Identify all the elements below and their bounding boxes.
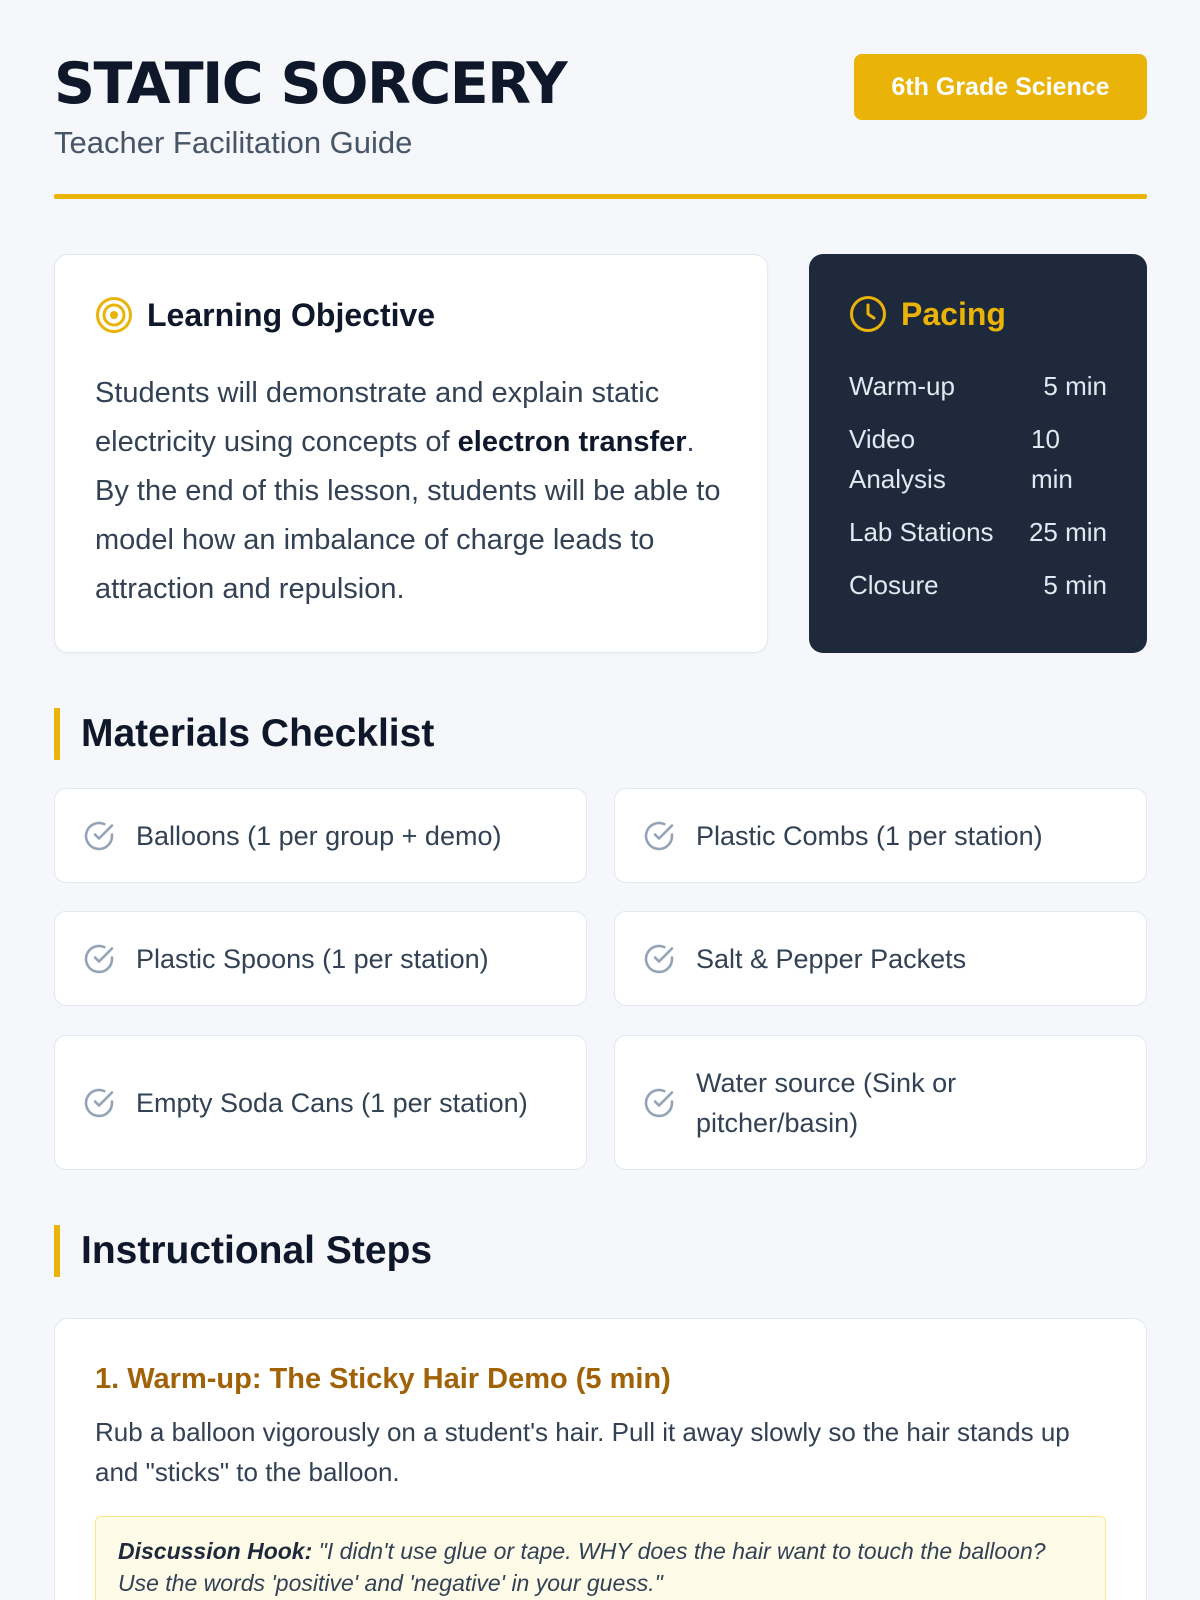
learning-objective-card xyxy=(54,254,768,653)
material-item xyxy=(614,911,1147,1006)
check-circle-icon xyxy=(642,1086,676,1120)
page-header xyxy=(54,0,1147,200)
page-title: STATIC SORCERY xyxy=(54,51,567,117)
pacing-duration: 5 min xyxy=(1043,371,1107,401)
pacing-row xyxy=(849,419,1107,499)
material-label: Empty Soda Cans (1 per station) xyxy=(136,1087,528,1118)
pacing-row xyxy=(849,512,1107,552)
learning-objective-title: Learning Objective xyxy=(147,296,436,333)
material-item xyxy=(614,1035,1147,1170)
pacing-activity: Lab Stations xyxy=(849,517,994,547)
steps-section-header xyxy=(54,1225,432,1277)
step-card xyxy=(54,1318,1147,1600)
section-accent-bar xyxy=(54,708,60,760)
pacing-duration: 25 min xyxy=(1028,517,1107,547)
material-item xyxy=(54,1035,587,1170)
page-subtitle: Teacher Facilitation Guide xyxy=(54,125,413,160)
check-circle-icon xyxy=(82,819,116,853)
discussion-hook-text: "I didn't use glue or tape. WHY does the hair want to touch the balloon? Use the words 'positive' and 'negative' in your guess." xyxy=(118,1538,1046,1596)
discussion-hook-label: Discussion Hook: xyxy=(118,1538,313,1564)
pacing-row xyxy=(849,565,1107,605)
pacing-duration: 10 min xyxy=(1031,424,1073,494)
material-label: Balloons (1 per group + demo) xyxy=(136,820,502,851)
check-circle-icon xyxy=(82,1086,116,1120)
pacing-list xyxy=(849,366,1107,605)
learning-objective-text: Students will demonstrate and explain static electricity using concepts of electron transfer. By the end of this lesson, students will be able to model how an imbalance of charge leads to attraction and repulsion. xyxy=(95,377,721,605)
discussion-hook xyxy=(95,1516,1106,1600)
clock-icon xyxy=(849,295,887,333)
material-item xyxy=(54,788,587,883)
section-accent-bar xyxy=(54,1225,60,1277)
header-divider xyxy=(54,194,1147,199)
material-label: Water source (Sink or pitcher/basin) xyxy=(696,1067,957,1138)
step-title: 1. Warm-up: The Sticky Hair Demo (5 min) xyxy=(95,1363,671,1395)
material-label: Plastic Combs (1 per station) xyxy=(696,820,1043,851)
pacing-activity: Closure xyxy=(849,570,939,600)
pacing-activity: Warm-up xyxy=(849,371,955,401)
materials-section-header xyxy=(54,708,434,760)
check-circle-icon xyxy=(82,942,116,976)
materials-title: Materials Checklist xyxy=(81,712,435,755)
target-icon xyxy=(95,296,133,334)
material-label: Plastic Spoons (1 per station) xyxy=(136,943,489,974)
pacing-activity: Video Analysis xyxy=(849,424,946,494)
material-label: Salt & Pepper Packets xyxy=(696,943,967,974)
check-circle-icon xyxy=(642,942,676,976)
pacing-card xyxy=(809,254,1147,653)
step-description: Rub a balloon vigorously on a student's hair. Pull it away slowly so the hair stands up and "sticks" to the balloon. xyxy=(95,1417,1070,1487)
check-circle-icon xyxy=(642,819,676,853)
pacing-title: Pacing xyxy=(901,295,1006,332)
material-item xyxy=(614,788,1147,883)
steps-title: Instructional Steps xyxy=(81,1229,433,1272)
objective-keyword: electron transfer xyxy=(457,426,687,458)
pacing-duration: 5 min xyxy=(1043,570,1107,600)
grade-badge: 6th Grade Science xyxy=(854,54,1147,120)
material-item xyxy=(54,911,587,1006)
pacing-row xyxy=(849,366,1107,406)
